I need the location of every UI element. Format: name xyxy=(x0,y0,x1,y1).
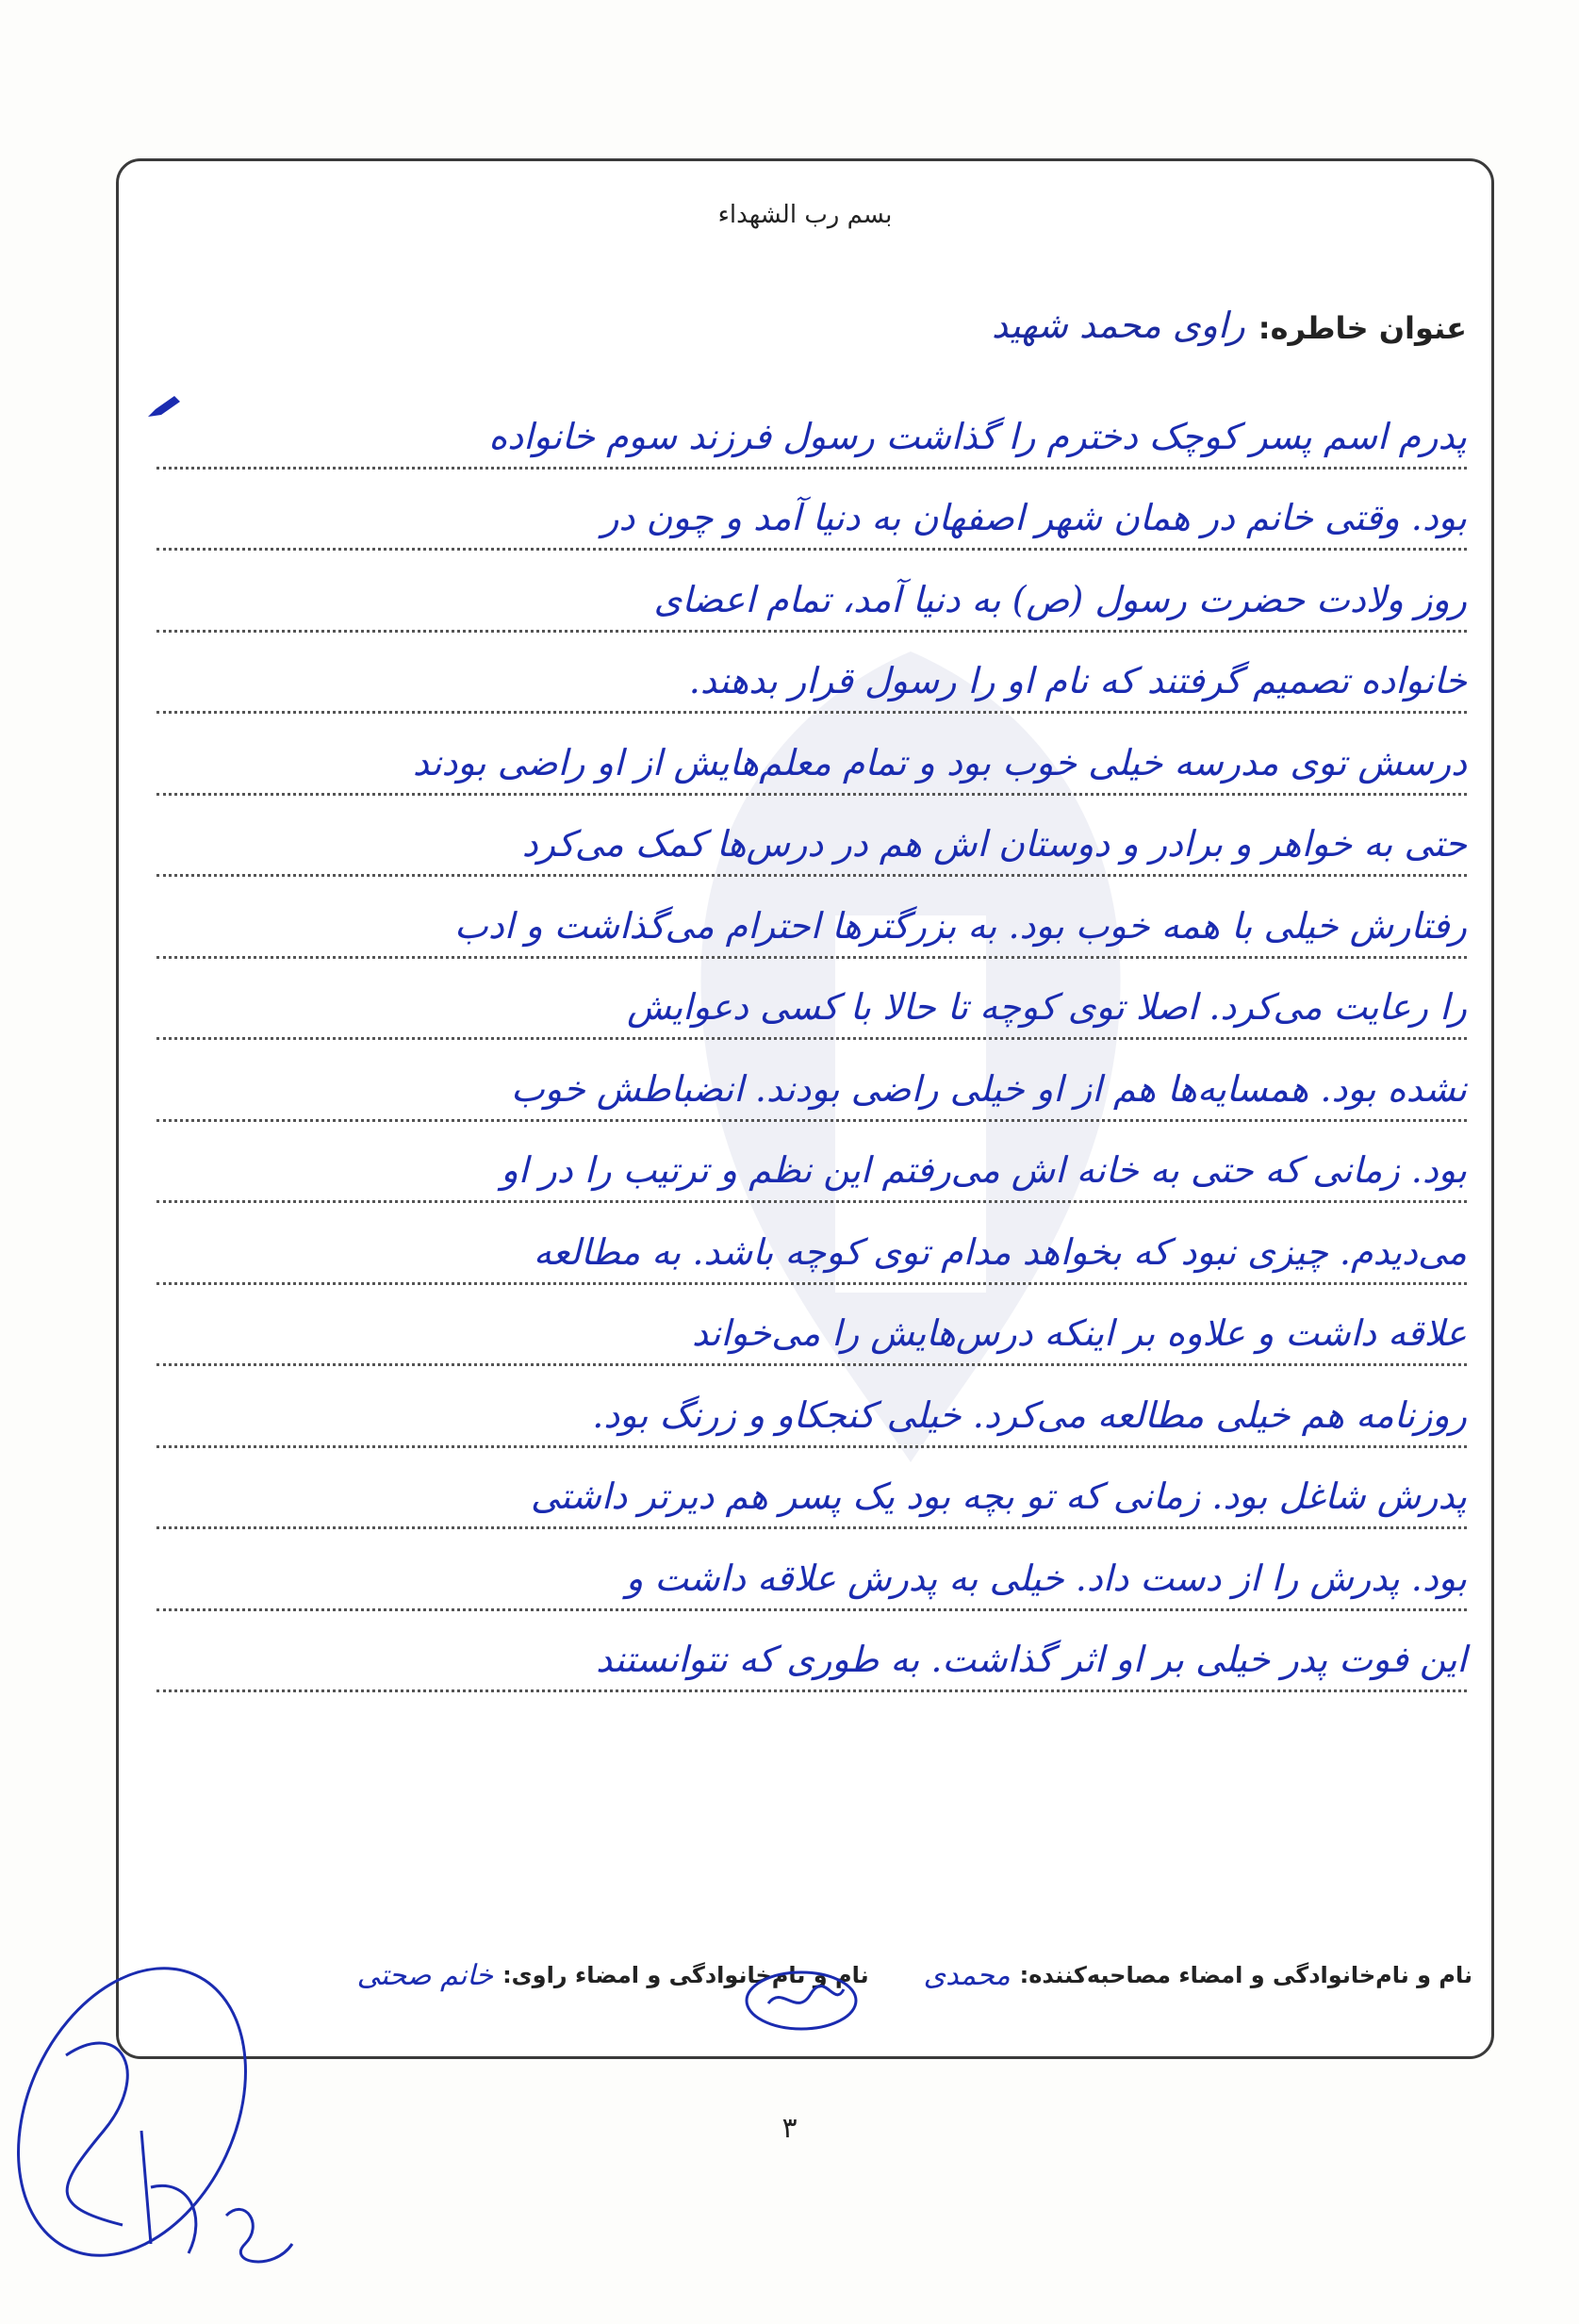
text-line: بود. پدرش را از دست داد. خیلی به پدرش علاقه داشت و xyxy=(156,1529,1467,1611)
text-line: بود. زمانی که حتی به خانه اش می‌رفتم این نظم و ترتیب را در او xyxy=(156,1122,1467,1204)
text-line: می‌دیدم. چیزی نبود که بخواهد مدام توی کوچه باشد. به مطالعه xyxy=(156,1203,1467,1285)
interviewer-signature-scribble xyxy=(740,1961,863,2036)
form-frame xyxy=(116,158,1494,2059)
handwritten-body xyxy=(156,387,1467,1692)
text-line: درسش توی مدرسه خیلی خوب بود و تمام معلم‌هایش از او راضی بودند xyxy=(156,714,1467,796)
text-line: روزنامه هم خیلی مطالعه می‌کرد. خیلی کنجکاو و زرنگ بود. xyxy=(156,1366,1467,1448)
interviewer-signature-text: محمدی xyxy=(923,1958,1011,1992)
narrator-label: نام و نام‌خانوادگی و امضاء راوی: xyxy=(502,1962,869,1988)
text-line: علاقه داشت و علاوه بر اینکه درس‌هایش را می‌خواند xyxy=(156,1285,1467,1367)
page-header: بسم رب الشهداء xyxy=(717,201,893,229)
text-line: روز ولادت حضرت رسول (ص) به دنیا آمد، تمام اعضای xyxy=(156,551,1467,633)
text-line: را رعایت می‌کرد. اصلا توی کوچه تا حالا با کسی دعوایش xyxy=(156,959,1467,1041)
text-line: خانواده تصمیم گرفتند که نام او را رسول قرار بدهند. xyxy=(156,633,1467,715)
text-line: پدرم اسم پسر کوچک دخترم را گذاشت رسول فرزند سوم خانواده xyxy=(156,387,1467,470)
text-line: این فوت پدر خیلی بر او اثر گذاشت. به طوری که نتوانستند xyxy=(156,1611,1467,1693)
pencil-icon xyxy=(146,392,184,420)
interviewer-label: نام و نام‌خانوادگی و امضاء مصاحبه‌کننده: xyxy=(1019,1962,1472,1988)
title-value: راوی محمد شهید xyxy=(992,305,1245,346)
page-number: ۳ xyxy=(781,2112,798,2145)
text-line: پدرش شاغل بود. زمانی که تو بچه بود یک پسر هم دیرتر داشتی xyxy=(156,1448,1467,1530)
title-label: عنوان خاطره: xyxy=(1258,310,1467,346)
text-line: حتی به خواهر و برادر و دوستان اش هم در درس‌ها کمک می‌کرد xyxy=(156,796,1467,878)
narrator-name: خانم صحتی xyxy=(356,1958,494,1992)
text-line: بود. وقتی خانم در همان شهر اصفهان به دنیا آمد و چون در xyxy=(156,470,1467,552)
text-line: نشده بود. همسایه‌ها هم از او خیلی راضی بودند. انضباطش خوب xyxy=(156,1040,1467,1122)
text-line: رفتارش خیلی با همه خوب بود. به بزرگترها احترام می‌گذاشت و ادب xyxy=(156,877,1467,959)
memory-title-row xyxy=(143,293,1467,346)
